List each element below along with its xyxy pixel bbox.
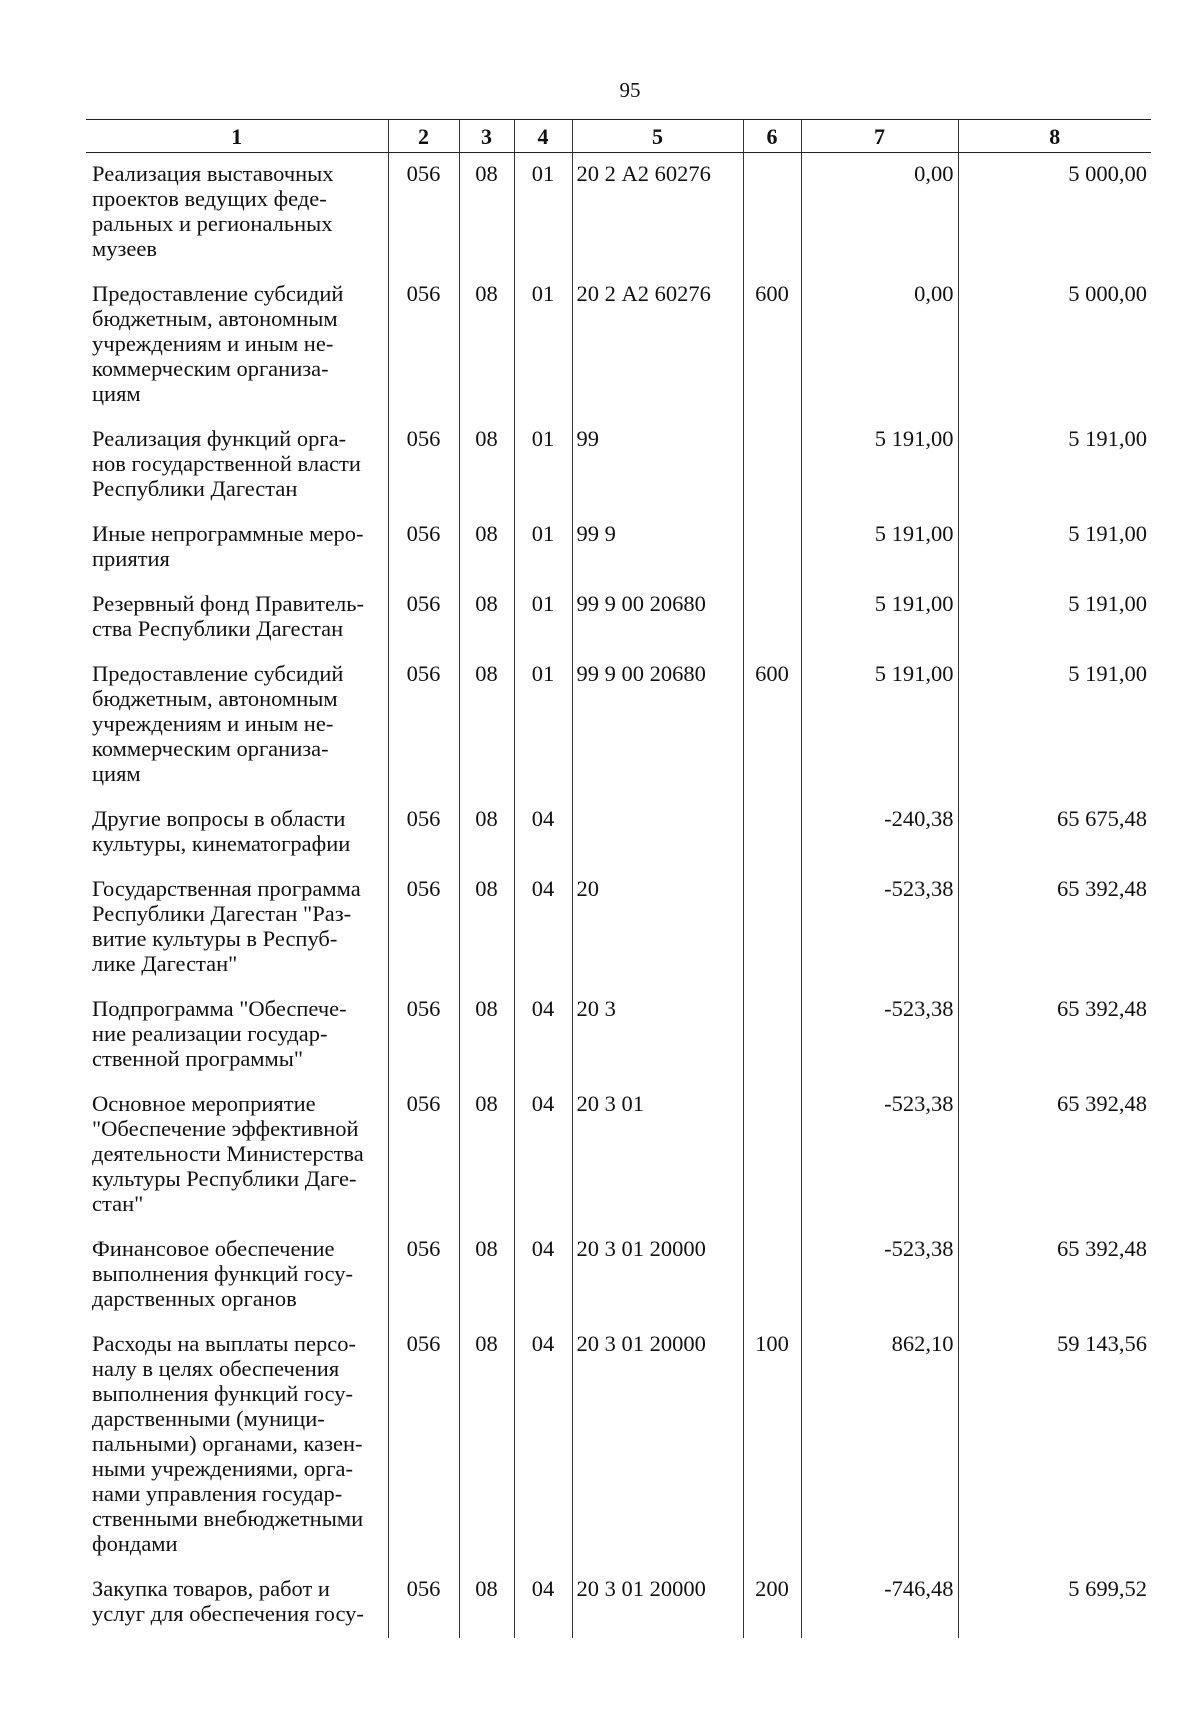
- ministry-code-cell: 056: [388, 513, 459, 583]
- total-amount-cell: 5 191,00: [958, 513, 1151, 583]
- description-line: Расходы на выплаты персо-: [92, 1331, 357, 1356]
- description-line: ние реализации государ-: [92, 1021, 328, 1046]
- table-row: [86, 418, 1151, 513]
- row-description: [86, 418, 388, 513]
- ministry-code-cell: 056: [388, 418, 459, 513]
- column-header-8: 8: [958, 120, 1151, 153]
- target-article-cell: 20 3 01: [572, 1083, 743, 1228]
- description-line: бюджетным, автономным: [92, 306, 338, 331]
- ministry-code-cell: 056: [388, 798, 459, 868]
- description-line: пальными) органами, казен-: [92, 1431, 363, 1456]
- description-line: Закупка товаров, работ и: [92, 1576, 330, 1601]
- description-line: учреждениям и иным не-: [92, 331, 334, 356]
- table-row: [86, 1083, 1151, 1228]
- row-description: [86, 798, 388, 868]
- description-line: нов государственной власти: [92, 451, 361, 476]
- table-row: [86, 513, 1151, 583]
- target-article-cell: 20: [572, 868, 743, 988]
- row-description: [86, 653, 388, 798]
- change-amount-cell: -240,38: [801, 798, 958, 868]
- ministry-code-cell: 056: [388, 153, 459, 274]
- description-line: приятия: [92, 546, 170, 571]
- expense-type-cell: [743, 153, 801, 274]
- section-code-cell: 08: [459, 583, 514, 653]
- total-amount-cell: 65 392,48: [958, 868, 1151, 988]
- row-description: [86, 1323, 388, 1568]
- table-row: [86, 273, 1151, 418]
- table-row: [86, 1323, 1151, 1568]
- total-amount-cell: 65 392,48: [958, 988, 1151, 1083]
- description-line: витие культуры в Респуб-: [92, 926, 338, 951]
- target-article-cell: 20 3 01 20000: [572, 1323, 743, 1568]
- description-line: ными учреждениями, орга-: [92, 1456, 354, 1481]
- total-amount-cell: 5 699,52: [958, 1568, 1151, 1638]
- section-code-cell: 08: [459, 273, 514, 418]
- ministry-code-cell: 056: [388, 653, 459, 798]
- target-article-cell: 20 2 А2 60276: [572, 153, 743, 274]
- row-description: [86, 1228, 388, 1323]
- table-row: [86, 988, 1151, 1083]
- description-line: Республики Дагестан: [92, 476, 298, 501]
- subsection-code-cell: 01: [514, 153, 572, 274]
- target-article-cell: 99: [572, 418, 743, 513]
- table-body: [86, 153, 1151, 1639]
- description-line: ственными внебюджетными: [92, 1506, 364, 1531]
- page-number: 95: [619, 78, 641, 102]
- subsection-code-cell: 04: [514, 1323, 572, 1568]
- description-line: деятельности Министерства: [92, 1141, 364, 1166]
- section-code-cell: 08: [459, 513, 514, 583]
- subsection-code-cell: 04: [514, 868, 572, 988]
- subsection-code-cell: 01: [514, 273, 572, 418]
- description-line: Реализация функций орга-: [92, 426, 347, 451]
- target-article-cell: 20 3 01 20000: [572, 1568, 743, 1638]
- section-code-cell: 08: [459, 1228, 514, 1323]
- section-code-cell: 08: [459, 1323, 514, 1568]
- description-line: лике Дагестан": [92, 951, 238, 976]
- description-line: Подпрограмма "Обеспече-: [92, 996, 347, 1021]
- ministry-code-cell: 056: [388, 273, 459, 418]
- total-amount-cell: 65 392,48: [958, 1228, 1151, 1323]
- ministry-code-cell: 056: [388, 1083, 459, 1228]
- column-header-4: 4: [514, 120, 572, 153]
- description-line: коммерческим организа-: [92, 356, 329, 381]
- total-amount-cell: 59 143,56: [958, 1323, 1151, 1568]
- column-header-5: 5: [572, 120, 743, 153]
- target-article-cell: 99 9 00 20680: [572, 583, 743, 653]
- target-article-cell: 20 3 01 20000: [572, 1228, 743, 1323]
- ministry-code-cell: 056: [388, 1323, 459, 1568]
- subsection-code-cell: 04: [514, 988, 572, 1083]
- description-line: Предоставление субсидий: [92, 281, 344, 306]
- description-line: выполнения функций госу-: [92, 1261, 353, 1286]
- description-line: музеев: [92, 236, 157, 261]
- budget-table: [86, 119, 1151, 1638]
- section-code-cell: 08: [459, 1568, 514, 1638]
- column-header-3: 3: [459, 120, 514, 153]
- target-article-cell: [572, 798, 743, 868]
- row-description: [86, 513, 388, 583]
- total-amount-cell: 5 000,00: [958, 153, 1151, 274]
- description-line: фондами: [92, 1531, 178, 1556]
- description-line: Государственная программа: [92, 876, 361, 901]
- description-line: Основное мероприятие: [92, 1091, 316, 1116]
- change-amount-cell: 5 191,00: [801, 583, 958, 653]
- description-line: услуг для обеспечения госу-: [92, 1601, 364, 1626]
- total-amount-cell: 65 392,48: [958, 1083, 1151, 1228]
- column-header-6: 6: [743, 120, 801, 153]
- expense-type-cell: [743, 1228, 801, 1323]
- description-line: ства Республики Дагестан: [92, 616, 344, 641]
- section-code-cell: 08: [459, 1083, 514, 1228]
- expense-type-cell: [743, 988, 801, 1083]
- table-header: [86, 120, 1151, 153]
- table-row: [86, 1228, 1151, 1323]
- description-line: бюджетным, автономным: [92, 686, 338, 711]
- description-line: культуры, кинематографии: [92, 831, 351, 856]
- subsection-code-cell: 04: [514, 1228, 572, 1323]
- description-line: Другие вопросы в области: [92, 806, 346, 831]
- subsection-code-cell: 04: [514, 798, 572, 868]
- expense-type-cell: [743, 798, 801, 868]
- description-line: стан": [92, 1191, 144, 1216]
- total-amount-cell: 5 191,00: [958, 583, 1151, 653]
- subsection-code-cell: 01: [514, 653, 572, 798]
- subsection-code-cell: 04: [514, 1083, 572, 1228]
- row-description: [86, 153, 388, 274]
- description-line: нами управления государ-: [92, 1481, 343, 1506]
- description-line: дарственных органов: [92, 1286, 297, 1311]
- row-description: [86, 1568, 388, 1638]
- subsection-code-cell: 01: [514, 513, 572, 583]
- description-line: учреждениям и иным не-: [92, 711, 334, 736]
- ministry-code-cell: 056: [388, 583, 459, 653]
- description-line: Реализация выставочных: [92, 161, 334, 186]
- section-code-cell: 08: [459, 653, 514, 798]
- table-row: [86, 153, 1151, 274]
- subsection-code-cell: 01: [514, 583, 572, 653]
- expense-type-cell: 100: [743, 1323, 801, 1568]
- target-article-cell: 99 9 00 20680: [572, 653, 743, 798]
- description-line: выполнения функций госу-: [92, 1381, 353, 1406]
- change-amount-cell: 0,00: [801, 153, 958, 274]
- subsection-code-cell: 01: [514, 418, 572, 513]
- change-amount-cell: -523,38: [801, 988, 958, 1083]
- ministry-code-cell: 056: [388, 1228, 459, 1323]
- subsection-code-cell: 04: [514, 1568, 572, 1638]
- total-amount-cell: 5 191,00: [958, 418, 1151, 513]
- row-description: [86, 868, 388, 988]
- column-header-7: 7: [801, 120, 958, 153]
- change-amount-cell: 5 191,00: [801, 513, 958, 583]
- change-amount-cell: -523,38: [801, 868, 958, 988]
- change-amount-cell: 5 191,00: [801, 653, 958, 798]
- change-amount-cell: 862,10: [801, 1323, 958, 1568]
- change-amount-cell: -523,38: [801, 1228, 958, 1323]
- expense-type-cell: [743, 868, 801, 988]
- expense-type-cell: [743, 418, 801, 513]
- expense-type-cell: 600: [743, 273, 801, 418]
- row-description: [86, 273, 388, 418]
- expense-type-cell: 200: [743, 1568, 801, 1638]
- description-line: Предоставление субсидий: [92, 661, 344, 686]
- description-line: Республики Дагестан "Раз-: [92, 901, 352, 926]
- table-row: [86, 583, 1151, 653]
- header-row: [86, 120, 1151, 153]
- target-article-cell: 20 3: [572, 988, 743, 1083]
- target-article-cell: 20 2 А2 60276: [572, 273, 743, 418]
- change-amount-cell: -523,38: [801, 1083, 958, 1228]
- description-line: ственной программы": [92, 1046, 304, 1071]
- total-amount-cell: 65 675,48: [958, 798, 1151, 868]
- description-line: культуры Республики Даге-: [92, 1166, 357, 1191]
- section-code-cell: 08: [459, 798, 514, 868]
- table-row: [86, 798, 1151, 868]
- expense-type-cell: [743, 583, 801, 653]
- row-description: [86, 988, 388, 1083]
- description-line: проектов ведущих феде-: [92, 186, 327, 211]
- column-header-1: 1: [86, 120, 388, 153]
- description-line: "Обеспечение эффективной: [92, 1116, 359, 1141]
- change-amount-cell: 5 191,00: [801, 418, 958, 513]
- change-amount-cell: 0,00: [801, 273, 958, 418]
- description-line: Финансовое обеспечение: [92, 1236, 335, 1261]
- row-description: [86, 583, 388, 653]
- expense-type-cell: [743, 513, 801, 583]
- expense-type-cell: [743, 1083, 801, 1228]
- section-code-cell: 08: [459, 153, 514, 274]
- description-line: ральных и региональных: [92, 211, 333, 236]
- table-row: [86, 868, 1151, 988]
- ministry-code-cell: 056: [388, 1568, 459, 1638]
- description-line: дарственными (муници-: [92, 1406, 325, 1431]
- total-amount-cell: 5 191,00: [958, 653, 1151, 798]
- description-line: налу в целях обеспечения: [92, 1356, 340, 1381]
- column-header-2: 2: [388, 120, 459, 153]
- description-line: коммерческим организа-: [92, 736, 329, 761]
- row-description: [86, 1083, 388, 1228]
- description-line: Иные непрограммные меро-: [92, 521, 364, 546]
- table-row: [86, 653, 1151, 798]
- description-line: циям: [92, 381, 141, 406]
- target-article-cell: 99 9: [572, 513, 743, 583]
- section-code-cell: 08: [459, 988, 514, 1083]
- ministry-code-cell: 056: [388, 988, 459, 1083]
- table-row: [86, 1568, 1151, 1638]
- section-code-cell: 08: [459, 868, 514, 988]
- change-amount-cell: -746,48: [801, 1568, 958, 1638]
- description-line: Резервный фонд Правитель-: [92, 591, 364, 616]
- expense-type-cell: 600: [743, 653, 801, 798]
- total-amount-cell: 5 000,00: [958, 273, 1151, 418]
- section-code-cell: 08: [459, 418, 514, 513]
- description-line: циям: [92, 761, 141, 786]
- ministry-code-cell: 056: [388, 868, 459, 988]
